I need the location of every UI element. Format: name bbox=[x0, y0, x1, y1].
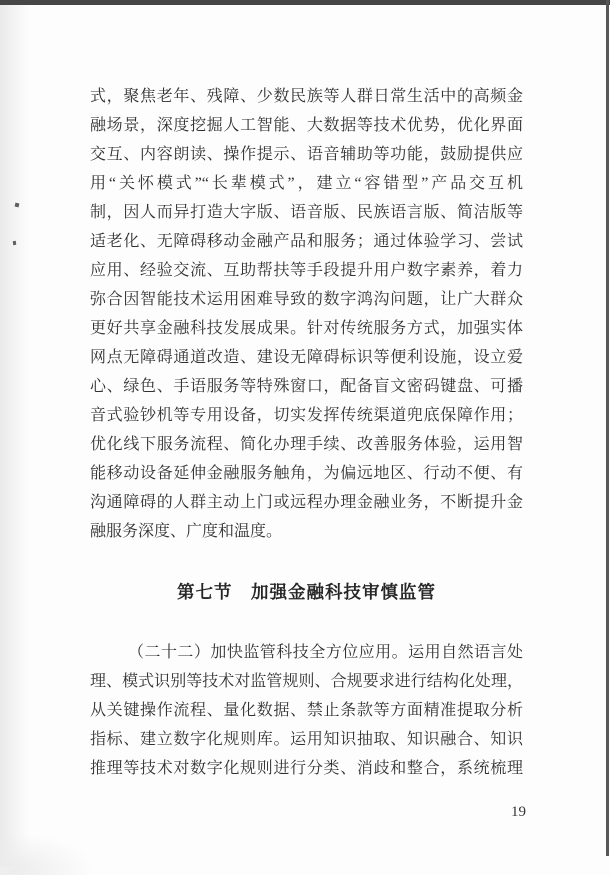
text-line: 心、绿色、手语服务等特殊窗口，配备盲文密码键盘、可播 bbox=[90, 378, 523, 395]
text-line: 能移动设备延伸金融服务触角，为偏远地区、行动不便、有 bbox=[90, 465, 523, 482]
text-line: 弥合因智能技术运用困难导致的数字鸿沟问题，让广大群众 bbox=[90, 291, 523, 308]
text-line: 理、模式识别等技术对监管规则、合规要求进行结构化处理， bbox=[90, 673, 523, 690]
paragraph-1 bbox=[90, 82, 523, 546]
scan-speck bbox=[15, 203, 20, 208]
text-line: 推理等技术对数字化规则进行分类、消歧和整合，系统梳理 bbox=[90, 760, 523, 777]
scan-speck bbox=[13, 241, 17, 245]
text-line: 交互、内容朗读、操作提示、语音辅助等功能，鼓励提供应 bbox=[90, 146, 523, 163]
text-line: 沟通障碍的人群主动上门或远程办理金融业务，不断提升金 bbox=[90, 494, 523, 511]
page-number: 19 bbox=[511, 804, 526, 820]
text-line: 式，聚焦老年、残障、少数民族等人群日常生活中的高频金 bbox=[90, 88, 523, 105]
text-line: 音式验钞机等专用设备，切实发挥传统渠道兜底保障作用； bbox=[90, 407, 523, 424]
text-line: 融场景，深度挖掘人工智能、大数据等技术优势，优化界面 bbox=[90, 117, 523, 134]
paragraph-2 bbox=[90, 638, 523, 783]
scan-right-edge bbox=[606, 0, 609, 856]
text-line: 融服务深度、广度和温度。 bbox=[90, 523, 283, 540]
text-line: 指标、建立数字化规则库。运用知识抽取、知识融合、知识 bbox=[90, 731, 523, 748]
text-line: 应用、经验交流、互助帮扶等手段提升用户数字素养，着力 bbox=[90, 262, 523, 279]
text-line: 更好共享金融科技发展成果。针对传统服务方式，加强实体 bbox=[90, 320, 523, 337]
scan-bottom-shade bbox=[0, 835, 90, 875]
section-heading: 第七节 加强金融科技审慎监管 bbox=[177, 582, 436, 602]
scan-gutter-shadow bbox=[0, 5, 30, 867]
text-line: 制，因人而异打造大字版、语音版、民族语言版、简洁版等 bbox=[90, 204, 523, 221]
text-line: 网点无障碍通道改造、建设无障碍标识等便利设施，设立爱 bbox=[90, 349, 523, 366]
text-line: （二十二）加快监管科技全方位应用。运用自然语言处 bbox=[128, 644, 523, 661]
text-line: 优化线下服务流程、简化办理手续、改善服务体验，运用智 bbox=[90, 436, 523, 453]
text-line: 适老化、无障碍移动金融产品和服务；通过体验学习、尝试 bbox=[90, 233, 523, 250]
text-line: 用“关怀模式”“长辈模式”，建立“容错型”产品交互机 bbox=[90, 175, 523, 192]
scan-top-edge bbox=[0, 0, 610, 5]
text-line: 从关键操作流程、量化数据、禁止条款等方面精准提取分析 bbox=[90, 702, 523, 719]
